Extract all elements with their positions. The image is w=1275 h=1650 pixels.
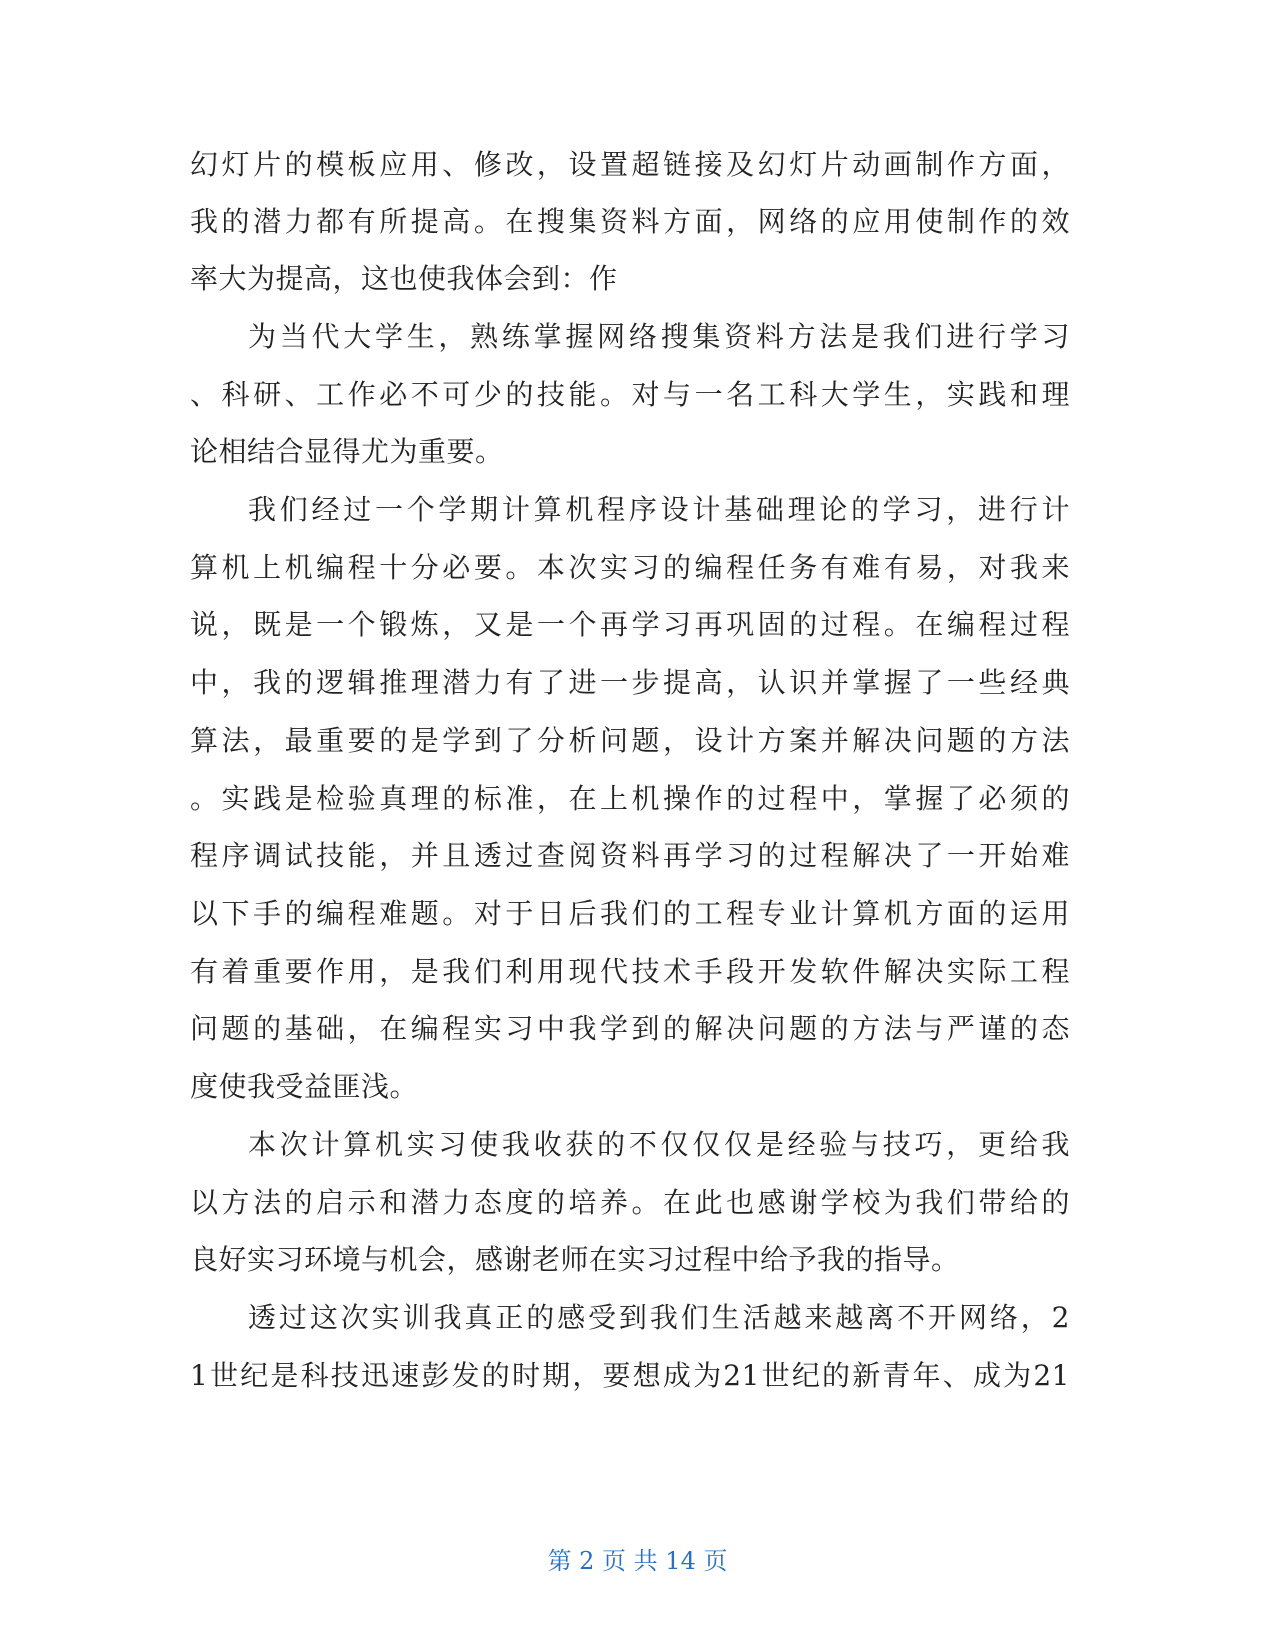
text-line: 有着重要作用，是我们利用现代技术手段开发软件解决实际工程 [190, 955, 1070, 988]
text-line: 算机上机编程十分必要。本次实习的编程任务有难有易，对我来 [190, 551, 1070, 584]
text-line: 算法，最重要的是学到了分析问题，设计方案并解决问题的方法 [190, 724, 1070, 757]
text-line: 1世纪是科技迅速彭发的时期，要想成为21世纪的新青年、成为21 [190, 1359, 1070, 1392]
text-line: 以下手的编程难题。对于日后我们的工程专业计算机方面的运用 [190, 897, 1070, 930]
text-line: 良好实习环境与机会，感谢老师在实习过程中给予我的指导。 [190, 1243, 960, 1276]
text-line: 中，我的逻辑推理潜力有了进一步提高，认识并掌握了一些经典 [190, 666, 1070, 699]
paragraph-first-line: 透过这次实训我真正的感受到我们生活越来越离不开网络，2 [248, 1301, 1070, 1334]
text-line: 论相结合显得尤为重要。 [190, 435, 504, 468]
text-line: 以方法的启示和潜力态度的培养。在此也感谢学校为我们带给的 [190, 1186, 1070, 1219]
paragraph-first-line: 本次计算机实习使我收获的不仅仅仅是经验与技巧，更给我 [248, 1128, 1070, 1161]
text-line: 幻灯片的模板应用、修改，设置超链接及幻灯片动画制作方面， [190, 148, 1070, 181]
paragraph-first-line: 我们经过一个学期计算机程序设计基础理论的学习，进行计 [248, 493, 1070, 526]
text-line: 率大为提高，这也使我体会到：作 [190, 262, 618, 295]
page-number-footer: 第 2 页 共 14 页 [547, 1547, 728, 1575]
text-line: 问题的基础，在编程实习中我学到的解决问题的方法与严谨的态 [190, 1012, 1070, 1045]
text-line: 度使我受益匪浅。 [190, 1070, 419, 1103]
text-line: 程序调试技能，并且透过查阅资料再学习的过程解决了一开始难 [190, 839, 1070, 872]
text-line: 说，既是一个锻炼，又是一个再学习再巩固的过程。在编程过程 [190, 608, 1070, 641]
text-line: 、科研、工作必不可少的技能。对与一名工科大学生，实践和理 [190, 378, 1070, 411]
text-line: 我的潜力都有所提高。在搜集资料方面，网络的应用使制作的效 [190, 205, 1070, 238]
paragraph-first-line: 为当代大学生，熟练掌握网络搜集资料方法是我们进行学习 [248, 320, 1070, 353]
text-line: 。实践是检验真理的标准，在上机操作的过程中，掌握了必须的 [190, 782, 1070, 815]
